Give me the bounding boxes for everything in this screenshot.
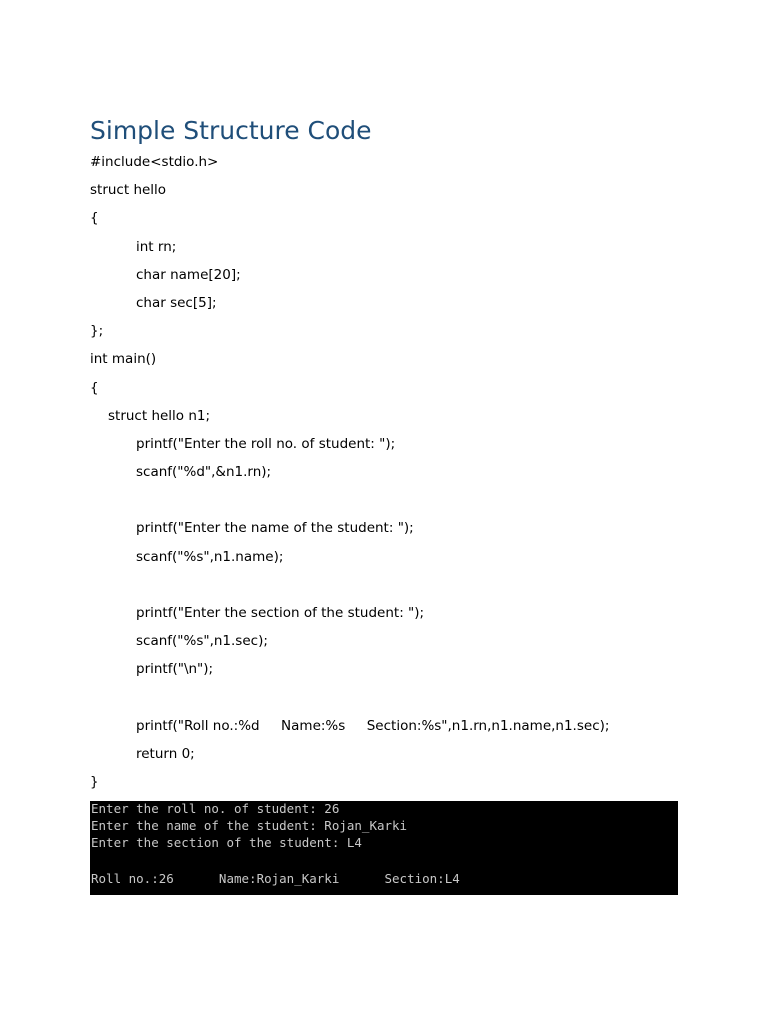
code-line: } — [90, 774, 99, 791]
terminal-line: Enter the roll no. of student: 26 — [91, 801, 340, 816]
code-line: int rn; — [136, 238, 177, 255]
terminal-line: Enter the section of the student: L4 — [91, 835, 362, 850]
code-line: }; — [90, 323, 104, 340]
code-line — [90, 571, 710, 599]
code-line: printf("Enter the roll no. of student: "); — [136, 435, 396, 452]
terminal-line: Enter the name of the student: Rojan_Karki — [91, 818, 408, 833]
code-line: scanf("%s",n1.name); — [136, 548, 284, 565]
code-line: return 0; — [136, 745, 195, 762]
code-line: char name[20]; — [136, 266, 241, 283]
code-line: scanf("%s",n1.sec); — [136, 633, 268, 650]
terminal-line: Roll no.:26 Name:Rojan_Karki Section:L4 — [91, 871, 460, 886]
code-line: printf("Roll no.:%d Name:%s Section:%s",n1.rn,n1.name,n1.sec); — [136, 717, 610, 734]
code-line: { — [90, 379, 99, 396]
code-line — [90, 486, 710, 514]
code-line: printf("Enter the name of the student: "); — [136, 520, 414, 537]
code-line: struct hello — [90, 182, 167, 199]
code-line: #include<stdio.h> — [90, 154, 219, 170]
terminal-output-screenshot — [90, 801, 678, 895]
code-line: struct hello n1; — [108, 407, 211, 424]
code-line — [90, 684, 710, 712]
code-line: printf("Enter the section of the student: "); — [136, 605, 425, 621]
code-listing — [90, 148, 710, 796]
code-line: int main() — [90, 351, 157, 368]
page-title: Simple Structure Code — [90, 116, 372, 145]
code-line: { — [90, 210, 99, 227]
code-line: char sec[5]; — [136, 294, 217, 311]
code-line: printf("\n"); — [136, 661, 214, 678]
code-line: scanf("%d",&n1.rn); — [136, 464, 272, 481]
